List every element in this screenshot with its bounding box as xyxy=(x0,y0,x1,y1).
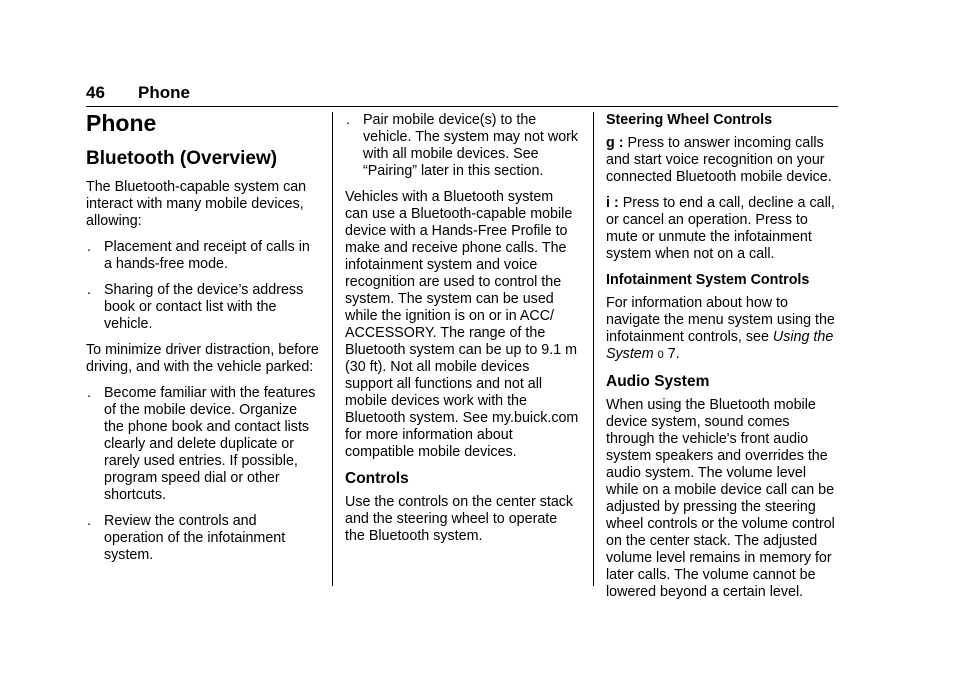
subheading-steering-wheel-controls: Steering Wheel Controls xyxy=(606,112,773,128)
control-end-call: i : Press to end a call, decline a call, or cancel an operation. Press to mute or unmute the infotainment system when not on a call. xyxy=(606,195,835,262)
reference-page: 7 xyxy=(667,346,676,362)
page-reference-icon: 0 xyxy=(657,349,664,361)
intro-paragraph: The Bluetooth-capable system can interact with many mobile devices, allowing: xyxy=(86,179,307,229)
control-answer-call: g : Press to answer incoming calls and start voice recognition on your connected Bluetooth mobile device. xyxy=(606,135,832,185)
column-1 xyxy=(86,108,320,573)
heading-bluetooth-overview: Bluetooth (Overview) xyxy=(86,148,278,169)
header-section: Phone xyxy=(138,83,190,102)
list-item: . Review the controls and operation of the infotainment system. xyxy=(87,513,286,563)
phone-hangup-icon: i : xyxy=(606,195,619,211)
page-number: 46 xyxy=(86,83,105,102)
list-item: . Placement and receipt of calls in a hands-free mode. xyxy=(87,239,310,272)
bullet-glyph: . xyxy=(346,112,350,128)
phone-answer-icon: g : xyxy=(606,135,624,151)
column-2 xyxy=(345,112,579,554)
list-item: . Become familiar with the features of the mobile device. Organize the phone book and contact lists clearly and delete duplicate or rarely used entries. If possible, program speed dial or other shortcuts. xyxy=(87,385,316,503)
bullet-glyph: . xyxy=(87,385,91,401)
column-divider-2 xyxy=(593,112,594,586)
bullet-glyph: . xyxy=(87,282,91,298)
heading-audio-system: Audio System xyxy=(606,373,710,390)
column-3 xyxy=(606,112,840,610)
controls-paragraph: Use the controls on the center stack and the steering wheel to operate the Bluetooth system. xyxy=(345,494,574,544)
heading-controls: Controls xyxy=(345,470,409,487)
cross-reference-link[interactable]: Using the System xyxy=(606,329,834,362)
subheading-infotainment-controls: Infotainment System Controls xyxy=(606,272,810,288)
infotainment-paragraph: For information about how to navigate the menu system using the infotainment controls, see Using the System 0 7. xyxy=(606,295,835,362)
column-divider-1 xyxy=(332,112,333,586)
page-title: Phone xyxy=(86,110,157,136)
bluetooth-system-paragraph: Vehicles with a Bluetooth system can use a Bluetooth-capable mobile device with a Hands-Free Profile to make and receive phone calls. The infotainment system and voice recognition are used to control the system. The system can be used while the ignition is on or in ACC/ ACCESSORY. The range of the Bluetooth system can be up to 9.1 m (30 ft). Not all mobile devices support all functions and not all mobile devices work with the Bluetooth system. See my.buick.com for more information about compatible mobile devices. xyxy=(345,189,579,460)
distraction-paragraph: To minimize driver distraction, before driving, and with the vehicle parked: xyxy=(86,342,319,375)
bullet-glyph: . xyxy=(87,513,91,529)
page-header xyxy=(86,82,838,107)
list-item: . Sharing of the device’s address book or contact list with the vehicle. xyxy=(87,282,304,332)
list-item: . Pair mobile device(s) to the vehicle. The system may not work with all mobile devices. See “Pairing” later in this section. xyxy=(346,112,579,179)
bullet-glyph: . xyxy=(87,239,91,255)
audio-system-paragraph: When using the Bluetooth mobile device system, sound comes through the vehicle's front audio system speakers and overrides the audio system. The volume level while on a mobile device call can be adjusted by pressing the steering wheel controls or the volume control on the center stack. The adjusted volume level remains in memory for later calls. The volume cannot be lowered beyond a certain level. xyxy=(606,397,835,600)
